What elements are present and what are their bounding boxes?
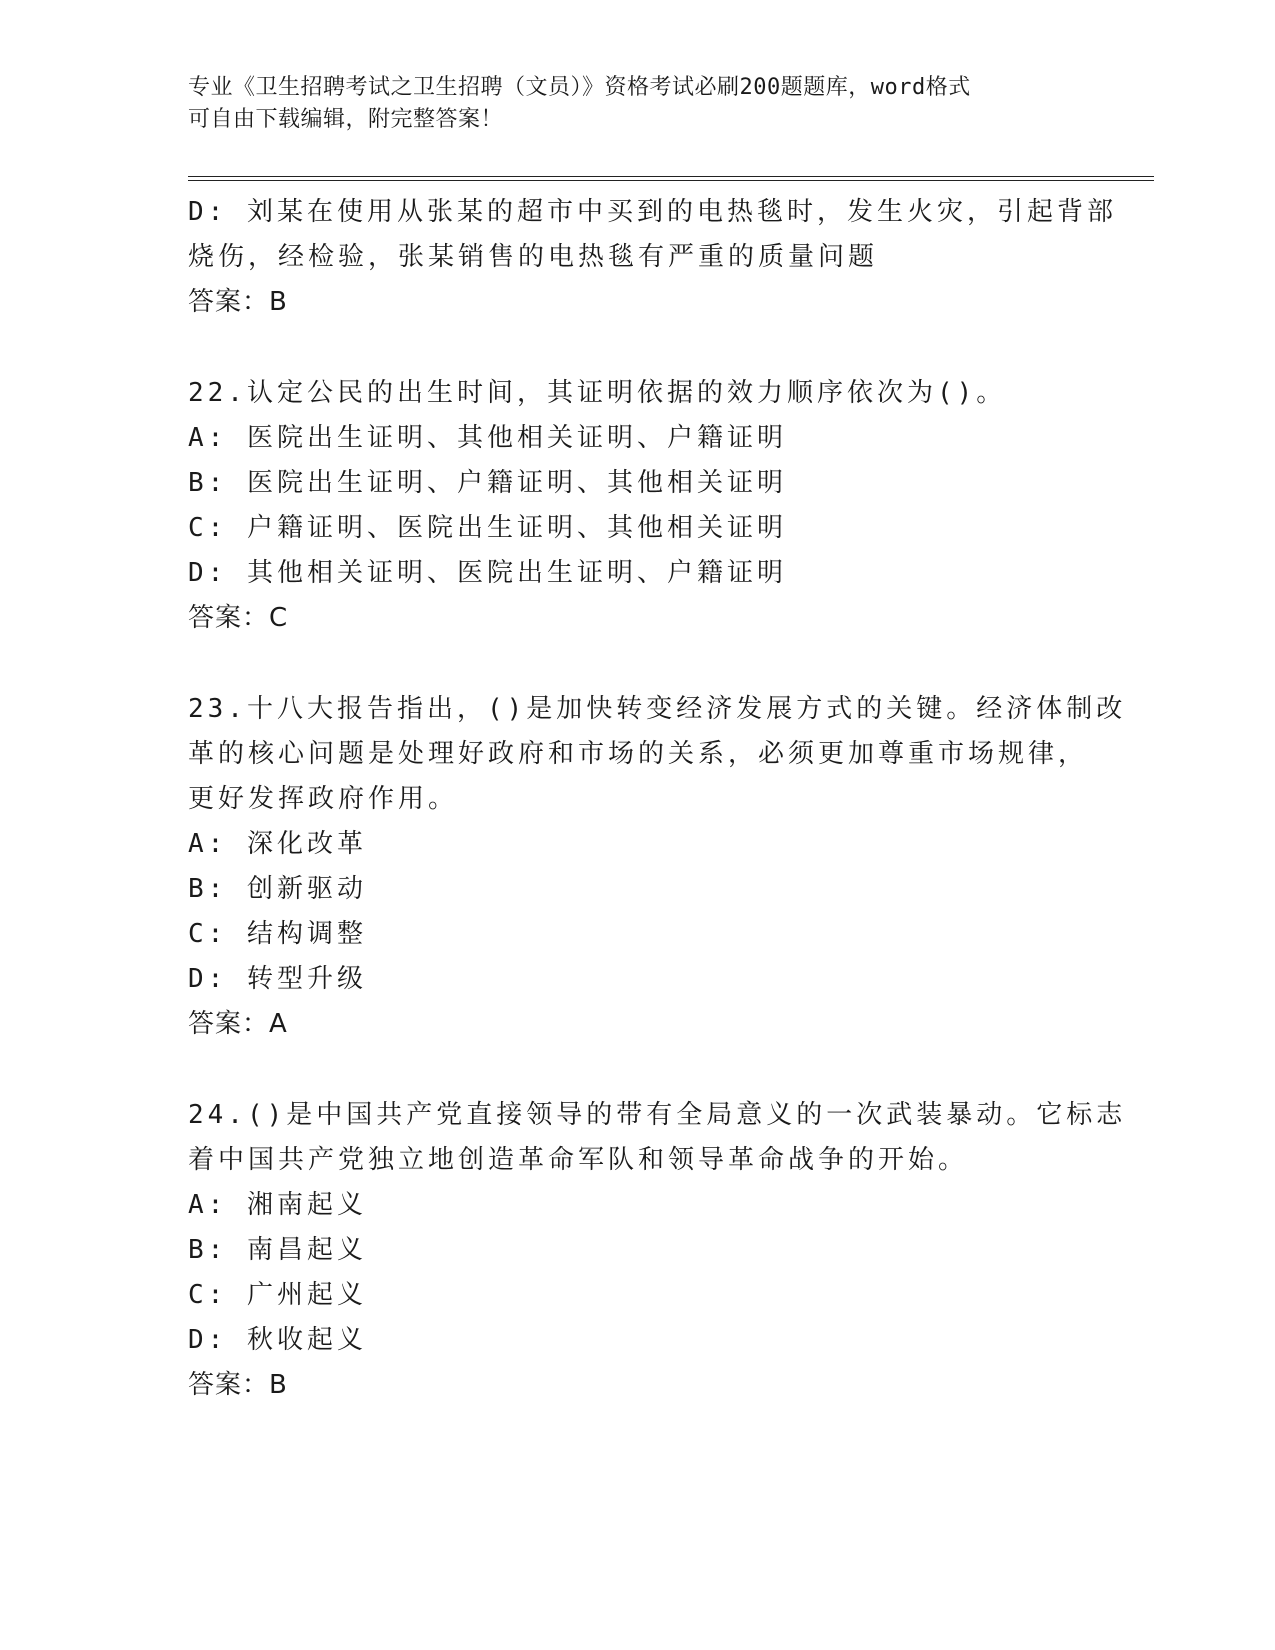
- option-c: C: 结构调整: [188, 919, 367, 949]
- option-d: D: 其他相关证明、医院出生证明、户籍证明: [188, 558, 787, 588]
- answer-line: [188, 596, 1088, 641]
- question-stem: 22.认定公民的出生时间，其证明依据的效力顺序依次为()。: [188, 378, 1007, 408]
- header-double-rule: [188, 176, 1154, 181]
- question-list: [188, 190, 1127, 1408]
- answer-label: 答案：: [188, 1009, 270, 1039]
- continued-question: [188, 190, 1117, 325]
- option-b: B: 医院出生证明、户籍证明、其他相关证明: [188, 468, 787, 498]
- answer-label: 答案：: [188, 603, 270, 633]
- question-stem: 24.()是中国共产党直接领导的带有全局意义的一次武装暴动。它标志: [188, 1100, 1127, 1130]
- answer-line: [188, 280, 1088, 325]
- answer-line: [188, 1363, 1088, 1408]
- answer-label: 答案：: [188, 287, 270, 317]
- option-d: D: 刘某在使用从张某的超市中买到的电热毯时，发生火灾，引起背部: [188, 197, 1117, 227]
- answer-value: B: [269, 1370, 288, 1400]
- question-stem: 23.十八大报告指出，()是加快转变经济发展方式的关键。经济体制改: [188, 694, 1127, 724]
- option-a: A: 医院出生证明、其他相关证明、户籍证明: [188, 423, 787, 453]
- question-22: [188, 371, 1088, 641]
- header-title-line-1: 专业《卫生招聘考试之卫生招聘（文员）》资格考试必刷200题题库，word格式: [188, 75, 971, 100]
- option-a: A: 深化改革: [188, 829, 367, 859]
- option-d-continued: 烧伤，经检验，张某销售的电热毯有严重的质量问题: [188, 242, 879, 272]
- option-d: D: 转型升级: [188, 964, 367, 994]
- question-stem: 着中国共产党独立地创造革命军队和领导革命战争的开始。: [188, 1145, 969, 1175]
- option-d: D: 秋收起义: [188, 1325, 367, 1355]
- answer-value: C: [269, 603, 289, 633]
- question-stem: 革的核心问题是处理好政府和市场的关系，必须更加尊重市场规律，: [188, 739, 1089, 769]
- option-a: A: 湘南起义: [188, 1190, 367, 1220]
- option-c: C: 广州起义: [188, 1280, 367, 1310]
- question-24: [188, 1093, 1127, 1408]
- answer-label: 答案：: [188, 1370, 270, 1400]
- question-stem: 更好发挥政府作用。: [188, 784, 459, 814]
- answer-line: [188, 1002, 1088, 1047]
- question-23: [188, 687, 1127, 1047]
- option-c: C: 户籍证明、医院出生证明、其他相关证明: [188, 513, 787, 543]
- option-b: B: 南昌起义: [188, 1235, 367, 1265]
- header-title-line-2: 可自由下载编辑，附完整答案！: [188, 107, 504, 132]
- page-header: [188, 72, 1088, 136]
- answer-value: A: [269, 1009, 288, 1039]
- option-b: B: 创新驱动: [188, 874, 367, 904]
- answer-value: B: [269, 287, 288, 317]
